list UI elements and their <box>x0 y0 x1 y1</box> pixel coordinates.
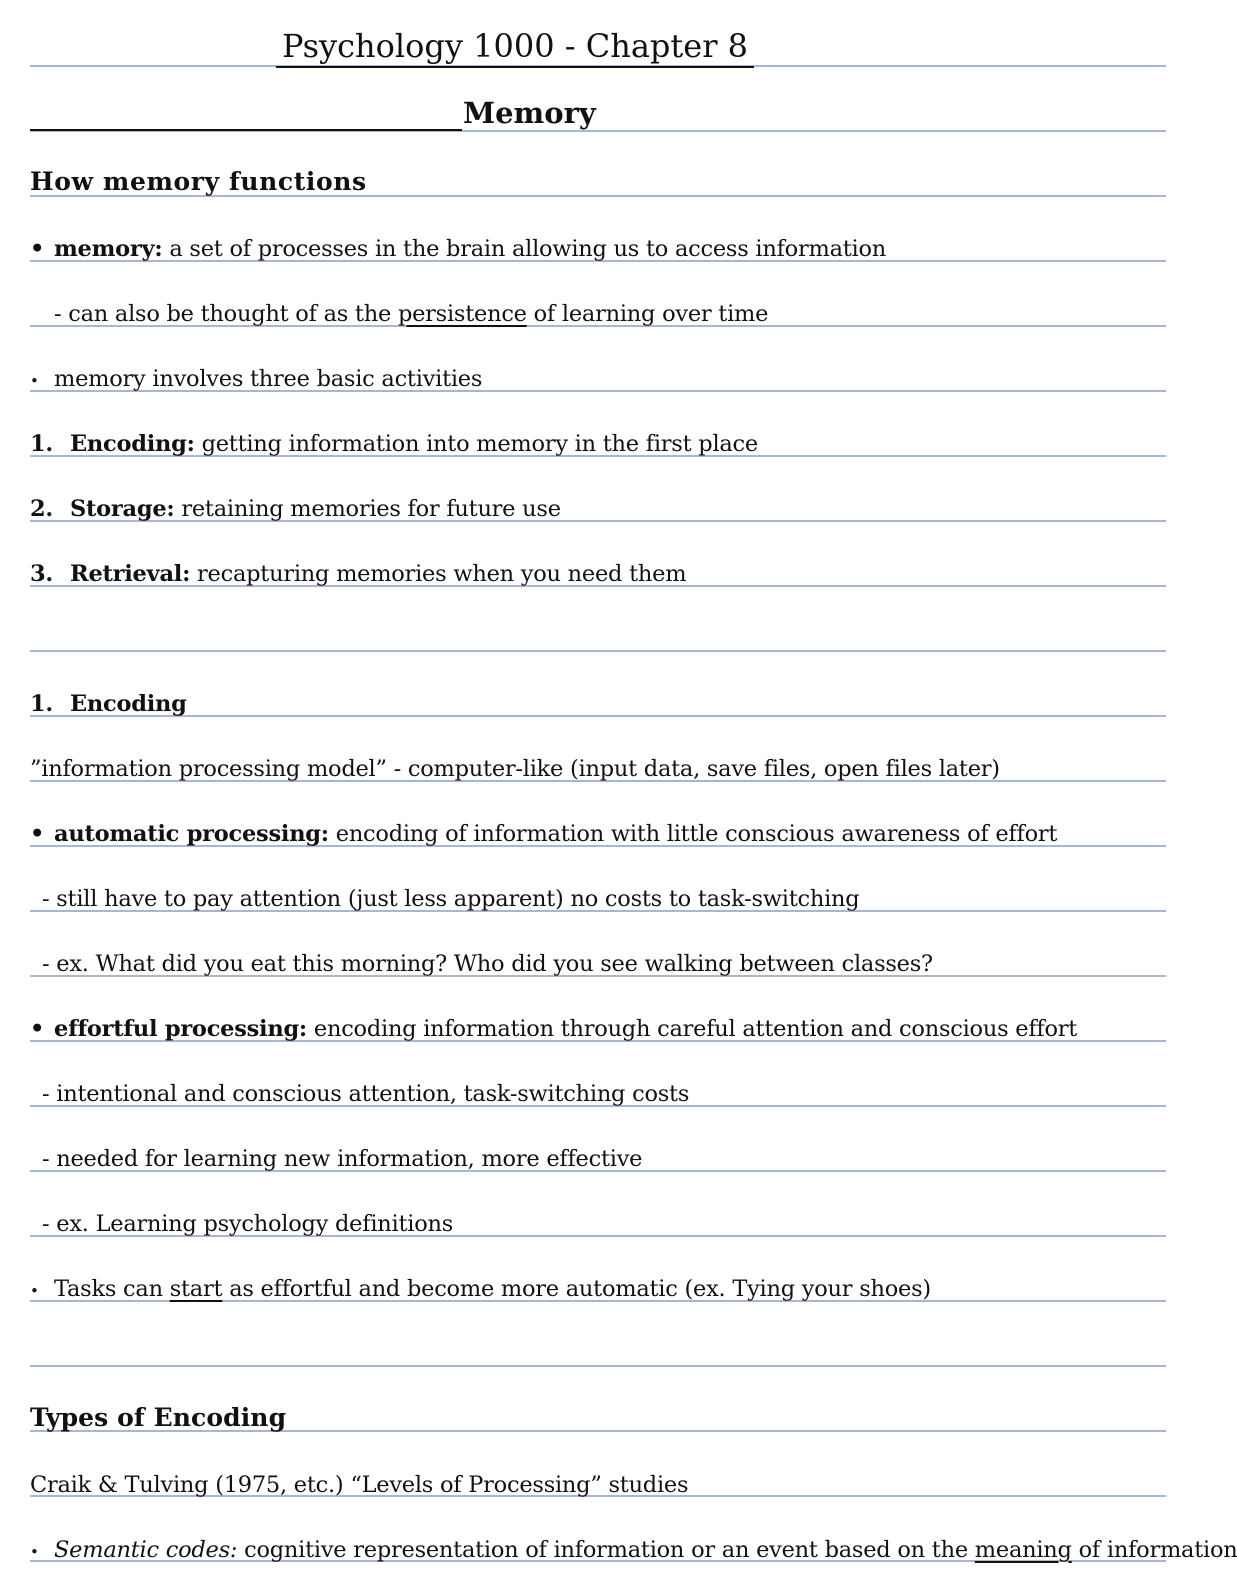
underlined-word: meaning <box>974 1537 1072 1563</box>
section-heading: How memory functions <box>30 167 367 196</box>
definition: recapturing memories when you need them <box>197 561 687 587</box>
term: Retrieval: <box>70 561 191 587</box>
sub-note: - ex. Learning psychology definitions <box>42 1211 454 1237</box>
item-number: 3. <box>30 561 53 587</box>
bullet: • <box>30 1282 39 1300</box>
model-note: ”information processing model” - computer-like (input data, save files, open files later) <box>30 756 1000 782</box>
bullet: • <box>30 821 45 847</box>
text: memory involves three basic activities <box>54 366 483 392</box>
sub-note: - still have to pay attention (just less apparent) no costs to task-switching <box>42 886 860 912</box>
study-note: Craik & Tulving (1975, etc.) “Levels of Processing” studies <box>30 1472 689 1498</box>
section-heading <box>30 690 1166 718</box>
heading-text: Encoding <box>70 691 187 717</box>
text: Tasks can <box>54 1276 163 1302</box>
bullet: • <box>30 372 39 390</box>
text: of information <box>1078 1537 1237 1563</box>
section-heading: Types of Encoding <box>30 1403 287 1432</box>
term: automatic processing: <box>54 821 329 847</box>
term: Semantic codes: <box>54 1537 238 1563</box>
term: Encoding: <box>70 431 195 457</box>
term: effortful processing: <box>54 1016 307 1042</box>
term: memory: <box>54 236 163 262</box>
bullet: • <box>30 1016 45 1042</box>
activity-item <box>30 560 1166 588</box>
definition: a set of processes in the brain allowing us to access information <box>169 236 887 262</box>
item-number: 2. <box>30 496 53 522</box>
semantic-codes <box>30 1536 1237 1566</box>
persistence-note <box>30 300 1190 328</box>
definition: encoding information through careful attention and conscious effort <box>313 1016 1078 1042</box>
ruled-line <box>30 1365 1166 1367</box>
ruled-line <box>30 650 1166 652</box>
term: Storage: <box>70 496 175 522</box>
three-activities <box>30 365 1166 395</box>
underlined-word: start <box>169 1276 223 1302</box>
text: of learning over time <box>533 301 769 327</box>
activity-item <box>30 495 1166 523</box>
activity-item <box>30 430 1166 458</box>
sub-note: - intentional and conscious attention, task-switching costs <box>42 1081 690 1107</box>
tasks-note <box>30 1275 1166 1305</box>
bullet: • <box>30 1543 39 1561</box>
automatic-processing <box>30 820 1166 848</box>
sub-note: - needed for learning new information, more effective <box>42 1146 643 1172</box>
item-number: 1. <box>30 431 53 457</box>
page-title: Psychology 1000 - Chapter 8 <box>276 26 754 68</box>
sub-note: - ex. What did you eat this morning? Who did you see walking between classes? <box>42 951 933 977</box>
definition: getting information into memory in the first place <box>201 431 758 457</box>
definition: cognitive representation of information or an event based on the <box>244 1537 968 1563</box>
underlined-word: persistence <box>397 301 527 327</box>
text: as effortful and become more automatic (ex. Tying your shoes) <box>229 1276 931 1302</box>
definition: retaining memories for future use <box>181 496 561 522</box>
text: - can also be thought of as the <box>54 301 392 327</box>
item-number: 1. <box>30 691 53 717</box>
definition: encoding of information with little conscious awareness of effort <box>335 821 1058 847</box>
effortful-processing <box>30 1015 1166 1043</box>
page-subtitle: Memory <box>463 96 596 130</box>
title-underline <box>30 129 462 131</box>
bullet: • <box>30 236 45 262</box>
memory-definition <box>30 235 1166 263</box>
